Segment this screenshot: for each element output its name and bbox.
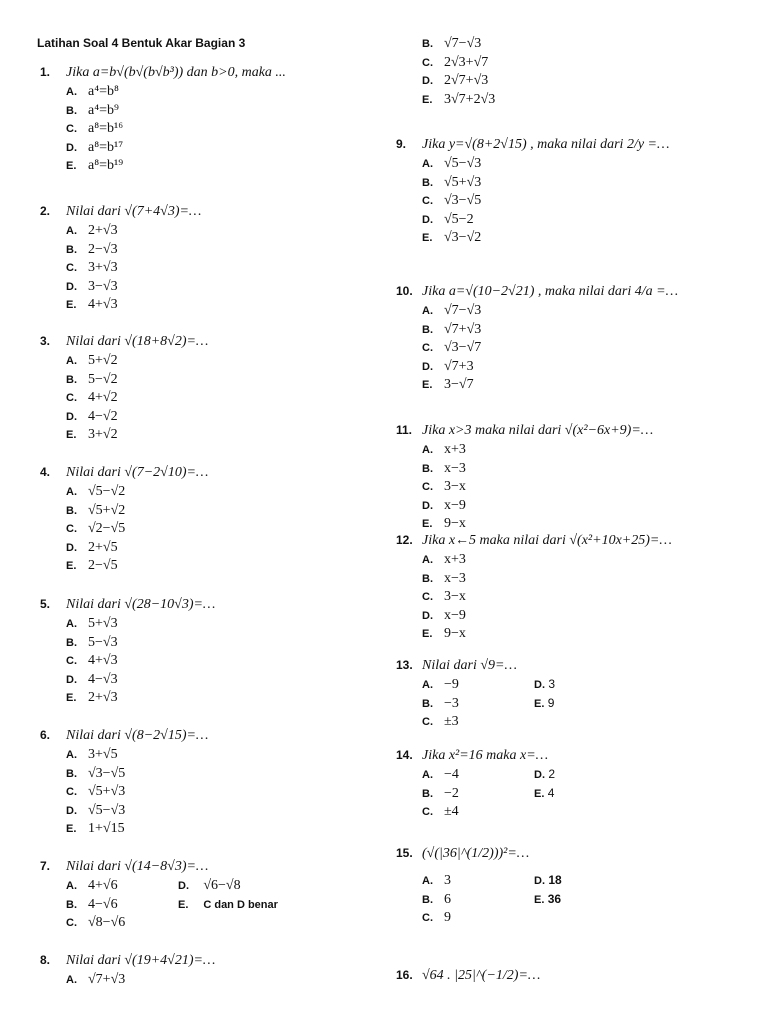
- option-letter: C.: [422, 481, 433, 494]
- question-number: 1.: [40, 65, 51, 79]
- option-text: √3−√5: [88, 765, 126, 781]
- option-text: 2+√5: [88, 539, 118, 555]
- option-b[interactable]: [396, 569, 672, 588]
- question-stem: Nilai dari √(18+8√2)=…: [66, 334, 209, 349]
- question-8: [40, 950, 215, 989]
- option-text: √5−√3: [88, 802, 126, 818]
- option-letter: E.: [66, 160, 77, 173]
- option-letter: C.: [66, 262, 77, 275]
- option-b[interactable]: [40, 101, 286, 120]
- option-text: √5+√3: [444, 174, 482, 190]
- option-letter: E.: [534, 697, 545, 710]
- question-stem: Jika x←5 maka nilai dari √(x²+10x+25)=…: [422, 533, 672, 548]
- option-a[interactable]: [396, 440, 653, 459]
- option-text: 4+√3: [88, 297, 118, 313]
- question-13: [396, 655, 555, 731]
- option-letter: A.: [422, 679, 433, 691]
- option-text: ±3: [444, 714, 459, 730]
- option-b[interactable]: [40, 633, 215, 652]
- option-letter: C.: [422, 716, 433, 729]
- question-stem: Jika y=√(8+2√15) , maka nilai dari 2/y =…: [422, 137, 670, 152]
- option-letter: B.: [422, 572, 433, 585]
- option-letter: E.: [422, 628, 433, 641]
- option-letter: A.: [66, 974, 77, 986]
- option-e[interactable]: [396, 90, 495, 109]
- option-e[interactable]: [534, 696, 554, 710]
- option-b[interactable]: [40, 370, 208, 389]
- option-letter: C.: [422, 195, 433, 208]
- option-d[interactable]: [40, 277, 201, 296]
- option-text: −2: [444, 785, 459, 801]
- option-letter: A.: [66, 749, 77, 761]
- option-c[interactable]: [40, 258, 201, 277]
- option-text: −9: [444, 677, 459, 692]
- question-number: 10.: [396, 284, 413, 298]
- option-text: 3+√2: [88, 427, 118, 443]
- option-text: 4−√6: [88, 896, 118, 912]
- question-number: 8.: [40, 953, 51, 967]
- option-c[interactable]: [40, 782, 208, 801]
- option-text: √5+√3: [88, 784, 126, 800]
- option-text: 4+√2: [88, 390, 118, 406]
- option-letter: C.: [66, 917, 77, 930]
- option-e[interactable]: [534, 786, 554, 800]
- option-c[interactable]: [40, 388, 208, 407]
- option-letter: C.: [66, 655, 77, 668]
- question-stem: Nilai dari √(8−2√15)=…: [66, 728, 209, 743]
- option-letter: A.: [66, 225, 77, 237]
- option-letter: B.: [66, 243, 77, 256]
- option-letter: E.: [422, 518, 433, 531]
- option-a[interactable]: [40, 221, 201, 240]
- option-letter: A.: [66, 486, 77, 498]
- option-letter: C.: [66, 786, 77, 799]
- option-text: √3−√5: [444, 193, 482, 209]
- question-stem: Nilai dari √(19+4√21)=…: [66, 953, 216, 968]
- option-text: a⁸=b¹⁹: [88, 158, 124, 174]
- question-stem: Jika x>3 maka nilai dari √(x²−6x+9)=…: [422, 423, 654, 438]
- option-d[interactable]: [40, 801, 208, 820]
- option-text: √6−√8: [203, 878, 241, 893]
- question-stem: Nilai dari √(14−8√3)=…: [66, 859, 209, 874]
- option-b[interactable]: [422, 696, 534, 710]
- option-text: 6: [444, 891, 451, 907]
- option-c[interactable]: [396, 191, 669, 210]
- option-letter: C.: [422, 912, 433, 925]
- option-text: 5−√2: [88, 371, 118, 387]
- option-letter: E.: [66, 299, 77, 312]
- option-b[interactable]: [66, 897, 178, 911]
- question-8-continued: [396, 34, 495, 108]
- option-letter: D.: [178, 880, 189, 892]
- option-text: 3√7+2√3: [444, 91, 496, 107]
- option-letter: C.: [66, 123, 77, 136]
- option-text: C dan D benar: [203, 898, 278, 911]
- option-text: √7−√3: [444, 36, 482, 51]
- option-text: 5+√2: [88, 353, 118, 368]
- question-stem: Nilai dari √(7−2√10)=…: [66, 465, 209, 480]
- question-number: 11.: [396, 423, 413, 437]
- question-stem: (√(|36|^(1/2)))²=…: [422, 846, 530, 861]
- question-4: [40, 462, 208, 575]
- option-b[interactable]: [422, 892, 534, 906]
- option-c[interactable]: [396, 802, 555, 821]
- question-15: [396, 843, 562, 927]
- option-e[interactable]: [40, 425, 208, 444]
- question-stem: Jika a=b√(b√(b√b³)) dan b>0, maka ...: [66, 65, 286, 80]
- option-letter: E.: [534, 787, 545, 800]
- option-c[interactable]: [40, 519, 208, 538]
- question-3: [40, 331, 208, 444]
- option-text: √8−√6: [88, 915, 126, 931]
- option-letter: E.: [178, 898, 189, 911]
- question-16: [396, 965, 540, 985]
- option-a[interactable]: [422, 767, 534, 781]
- option-text: 9: [547, 695, 555, 710]
- option-letter: D.: [422, 213, 433, 226]
- option-text: x−9: [444, 607, 466, 623]
- option-c[interactable]: [40, 651, 215, 670]
- option-a[interactable]: [40, 614, 215, 633]
- option-e[interactable]: [40, 556, 208, 575]
- option-a[interactable]: [396, 154, 669, 173]
- option-row: [396, 890, 562, 909]
- option-text: √5−√3: [444, 156, 482, 171]
- option-text: 9−x: [444, 626, 466, 642]
- option-text: 36: [547, 891, 562, 906]
- option-row: [396, 765, 555, 784]
- option-letter: B.: [422, 323, 433, 336]
- option-a[interactable]: [422, 873, 534, 887]
- option-letter: D.: [534, 679, 545, 691]
- option-text: 4−√3: [88, 671, 118, 687]
- option-a[interactable]: [66, 878, 178, 892]
- question-number: 13.: [396, 658, 413, 672]
- option-text: x−9: [444, 497, 466, 513]
- option-letter: E.: [66, 692, 77, 705]
- option-c[interactable]: [40, 913, 278, 932]
- option-text: √2−√5: [88, 521, 126, 537]
- option-text: x+3: [444, 442, 466, 457]
- option-text: −3: [444, 695, 459, 711]
- option-letter: C.: [422, 56, 433, 69]
- question-number: 2.: [40, 204, 51, 218]
- option-text: x+3: [444, 552, 466, 567]
- option-text: √7−√3: [444, 303, 482, 318]
- option-text: a⁸=b¹⁶: [88, 121, 124, 137]
- option-text: √5+√2: [88, 502, 126, 518]
- option-row: [396, 675, 555, 694]
- option-d[interactable]: [534, 873, 562, 887]
- option-text: √7+√3: [444, 321, 482, 337]
- option-letter: D.: [534, 875, 545, 887]
- option-letter: B.: [66, 767, 77, 780]
- question-10: [396, 281, 678, 394]
- option-d[interactable]: [396, 71, 495, 90]
- option-text: 2√7+√3: [444, 73, 489, 89]
- option-e[interactable]: [396, 375, 678, 394]
- option-letter: A.: [422, 554, 433, 566]
- option-letter: B.: [66, 636, 77, 649]
- option-text: 3−x: [444, 479, 466, 495]
- option-e[interactable]: [40, 819, 208, 838]
- option-letter: A.: [422, 769, 433, 781]
- option-d[interactable]: [40, 138, 286, 157]
- question-11: [396, 420, 653, 533]
- question-14: [396, 745, 555, 821]
- option-text: 4−√2: [88, 408, 118, 424]
- option-c[interactable]: [40, 119, 286, 138]
- question-number: 15.: [396, 846, 413, 860]
- question-number: 6.: [40, 728, 51, 742]
- option-letter: D.: [422, 75, 433, 88]
- option-d[interactable]: [40, 538, 208, 557]
- question-stem: Nilai dari √(28−10√3)=…: [66, 597, 216, 612]
- option-a[interactable]: [396, 550, 672, 569]
- option-letter: D.: [66, 673, 77, 686]
- option-text: 3: [444, 873, 451, 888]
- question-number: 5.: [40, 597, 51, 611]
- option-letter: A.: [422, 875, 433, 887]
- option-letter: E.: [534, 893, 545, 906]
- question-stem: Jika x²=16 maka x=…: [422, 748, 549, 763]
- option-letter: D.: [66, 541, 77, 554]
- option-letter: B.: [66, 373, 77, 386]
- option-a[interactable]: [40, 482, 208, 501]
- option-text: 9: [444, 910, 451, 926]
- option-text: 2: [548, 767, 556, 781]
- question-stem: √64 . |25|^(−1/2)=…: [422, 968, 541, 983]
- question-9: [396, 134, 669, 247]
- option-letter: A.: [66, 880, 77, 892]
- option-text: 2−√3: [88, 241, 118, 257]
- question-stem: Jika a=√(10−2√21) , maka nilai dari 4/a =…: [422, 284, 679, 299]
- option-c[interactable]: [396, 587, 672, 606]
- option-letter: B.: [422, 697, 433, 710]
- option-e[interactable]: [40, 688, 215, 707]
- option-text: 2√3+√7: [444, 54, 489, 70]
- option-letter: A.: [422, 158, 433, 170]
- option-letter: D.: [422, 499, 433, 512]
- option-letter: A.: [66, 86, 77, 98]
- option-d[interactable]: [396, 210, 669, 229]
- question-number: 7.: [40, 859, 51, 873]
- option-text: ±4: [444, 804, 459, 820]
- option-text: 3−x: [444, 589, 466, 605]
- option-text: 18: [548, 873, 562, 887]
- option-letter: E.: [422, 93, 433, 106]
- question-7: [40, 856, 278, 932]
- option-text: 2+√3: [88, 690, 118, 706]
- option-a[interactable]: [40, 351, 208, 370]
- option-b[interactable]: [396, 320, 678, 339]
- option-text: 3−√7: [444, 377, 474, 393]
- option-letter: A.: [66, 355, 77, 367]
- option-text: 4+√6: [88, 878, 118, 893]
- option-d[interactable]: [534, 767, 555, 781]
- option-e[interactable]: [40, 156, 286, 175]
- option-letter: D.: [66, 141, 77, 154]
- option-d[interactable]: [178, 878, 241, 892]
- option-a[interactable]: [40, 82, 286, 101]
- option-text: √5−√2: [88, 484, 126, 499]
- option-letter: C.: [422, 591, 433, 604]
- option-b[interactable]: [40, 240, 201, 259]
- option-d[interactable]: [534, 677, 555, 691]
- question-stem: Nilai dari √9=…: [422, 658, 517, 673]
- option-text: 3: [548, 677, 556, 691]
- option-letter: C.: [422, 806, 433, 819]
- option-text: 3−√3: [88, 278, 118, 294]
- option-e[interactable]: [534, 892, 561, 906]
- option-d[interactable]: [396, 606, 672, 625]
- option-letter: B.: [66, 898, 77, 911]
- option-text: 1+√15: [88, 821, 125, 837]
- option-row: [396, 871, 562, 890]
- option-d[interactable]: [40, 407, 208, 426]
- option-text: 5−√3: [88, 634, 118, 650]
- question-2: [40, 201, 201, 314]
- option-c[interactable]: [396, 712, 555, 731]
- option-b[interactable]: [422, 786, 534, 800]
- option-b[interactable]: [396, 173, 669, 192]
- option-letter: C.: [66, 523, 77, 536]
- option-text: 4+√3: [88, 653, 118, 669]
- option-a[interactable]: [40, 745, 208, 764]
- option-text: √5−2: [444, 211, 474, 227]
- option-row: [40, 876, 278, 895]
- question-number: 4.: [40, 465, 51, 479]
- option-letter: E.: [66, 429, 77, 442]
- option-text: 3+√5: [88, 747, 118, 762]
- option-d[interactable]: [396, 357, 678, 376]
- option-e[interactable]: [396, 624, 672, 643]
- question-number: 12.: [396, 533, 413, 547]
- question-number: 14.: [396, 748, 413, 762]
- option-text: 2+√3: [88, 223, 118, 238]
- option-letter: B.: [422, 176, 433, 189]
- option-a[interactable]: [396, 301, 678, 320]
- question-number: 16.: [396, 968, 413, 982]
- option-b[interactable]: [40, 764, 208, 783]
- option-letter: D.: [422, 360, 433, 373]
- option-text: √3−√2: [444, 230, 482, 246]
- option-b[interactable]: [40, 501, 208, 520]
- option-letter: E.: [66, 823, 77, 836]
- question-stem: Nilai dari √(7+4√3)=…: [66, 204, 202, 219]
- option-text: 3+√3: [88, 260, 118, 276]
- option-d[interactable]: [396, 496, 653, 515]
- option-c[interactable]: [396, 908, 562, 927]
- option-d[interactable]: [40, 670, 215, 689]
- option-b[interactable]: [396, 459, 653, 478]
- option-letter: B.: [66, 504, 77, 517]
- option-letter: E.: [422, 232, 433, 245]
- option-a[interactable]: [40, 970, 215, 989]
- option-text: √3−√7: [444, 340, 482, 356]
- option-letter: B.: [422, 893, 433, 906]
- option-e[interactable]: [396, 228, 669, 247]
- option-e[interactable]: [40, 295, 201, 314]
- question-number: 3.: [40, 334, 51, 348]
- option-b[interactable]: [396, 34, 495, 53]
- question-1: [40, 62, 286, 175]
- option-text: 9−x: [444, 516, 466, 532]
- option-letter: A.: [66, 618, 77, 630]
- option-letter: D.: [534, 769, 545, 781]
- option-letter: C.: [422, 342, 433, 355]
- option-text: 2−√5: [88, 558, 118, 574]
- option-letter: E.: [66, 560, 77, 573]
- option-letter: D.: [66, 280, 77, 293]
- option-text: 5+√3: [88, 616, 118, 631]
- option-text: −4: [444, 767, 459, 782]
- option-e[interactable]: [178, 897, 278, 911]
- option-letter: A.: [422, 444, 433, 456]
- option-letter: B.: [422, 38, 433, 50]
- question-5: [40, 594, 215, 707]
- option-c[interactable]: [396, 338, 678, 357]
- option-text: x−3: [444, 570, 466, 586]
- option-row: [396, 784, 555, 803]
- option-a[interactable]: [422, 677, 534, 691]
- option-text: a⁸=b¹⁷: [88, 139, 124, 155]
- option-text: 4: [547, 785, 555, 800]
- option-c[interactable]: [396, 53, 495, 72]
- option-letter: B.: [422, 787, 433, 800]
- question-6: [40, 725, 208, 838]
- option-letter: D.: [66, 410, 77, 423]
- option-letter: E.: [422, 379, 433, 392]
- option-c[interactable]: [396, 477, 653, 496]
- option-letter: A.: [422, 305, 433, 317]
- option-text: √7+√3: [88, 972, 126, 987]
- option-text: √7+3: [444, 358, 474, 374]
- option-text: a⁴=b⁸: [88, 84, 119, 99]
- option-row: [396, 694, 555, 713]
- question-12: [396, 530, 672, 643]
- page-title: Latihan Soal 4 Bentuk Akar Bagian 3: [37, 36, 246, 50]
- question-number: 9.: [396, 137, 407, 151]
- option-text: x−3: [444, 460, 466, 476]
- option-letter: D.: [66, 804, 77, 817]
- option-letter: B.: [422, 462, 433, 475]
- option-text: a⁴=b⁹: [88, 102, 119, 118]
- option-letter: C.: [66, 392, 77, 405]
- option-letter: D.: [422, 609, 433, 622]
- option-row: [40, 895, 278, 914]
- option-letter: B.: [66, 104, 77, 117]
